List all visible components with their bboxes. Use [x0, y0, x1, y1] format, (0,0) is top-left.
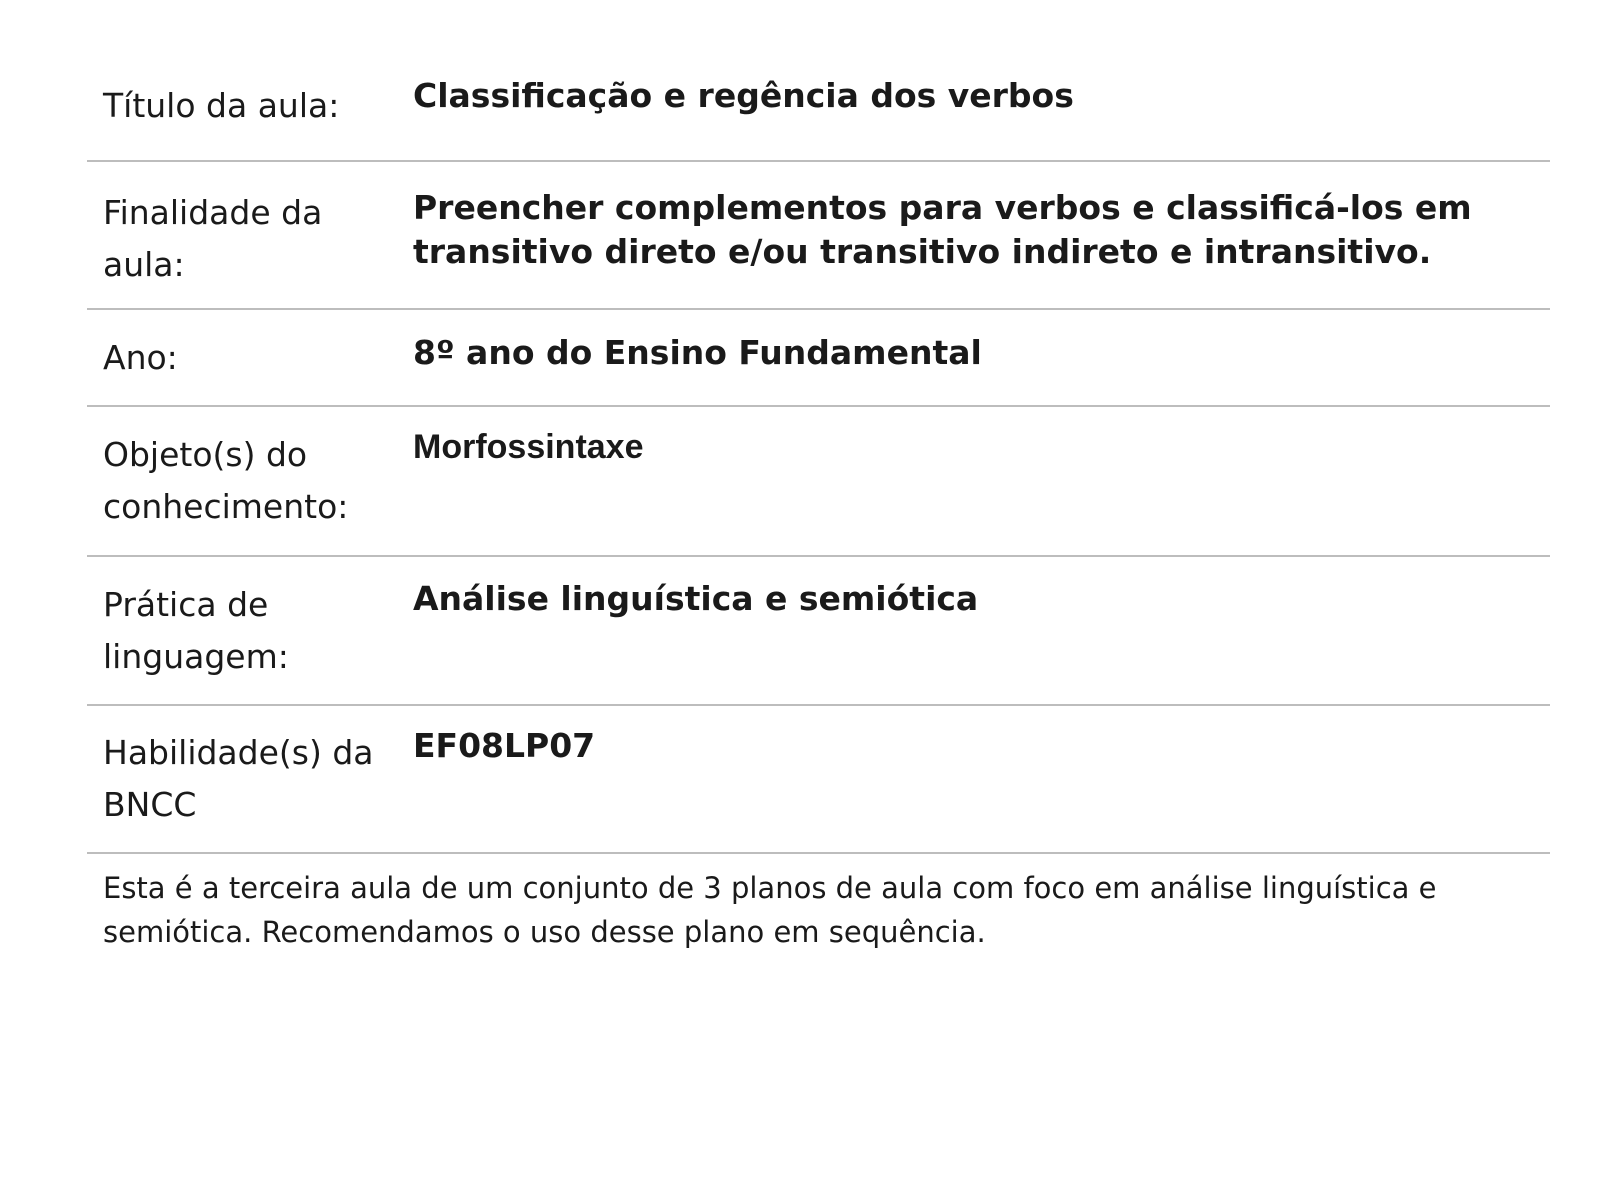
lesson-purpose-value: Preencher complementos para verbos e classificá-los em transitivo direto e/ou transitivo indireto e intransitivo. — [413, 188, 1472, 271]
lesson-title-label: Título da aula: — [103, 86, 340, 125]
row-lesson-title — [87, 52, 1550, 162]
lesson-purpose-label: Finalidade da aula: — [103, 193, 323, 284]
sequence-note: Esta é a terceira aula de um conjunto de 3 planos de aula com foco em análise linguística e semiótica. Recomendamos o uso desse plano em sequência. — [103, 871, 1437, 949]
bncc-skill-label: Habilidade(s) da BNCC — [103, 733, 374, 824]
row-lesson-purpose — [87, 162, 1550, 310]
row-language-practice — [87, 557, 1550, 706]
bncc-skill-value: EF08LP07 — [413, 726, 596, 765]
knowledge-object-value: Morfossintaxe — [413, 428, 644, 466]
lesson-plan-table — [87, 52, 1550, 854]
school-year-value: 8º ano do Ensino Fundamental — [413, 333, 982, 372]
language-practice-value: Análise linguística e semiótica — [413, 579, 979, 618]
knowledge-object-label: Objeto(s) do conhecimento: — [103, 435, 349, 526]
language-practice-label: Prática de linguagem: — [103, 585, 289, 676]
row-bncc-skill — [87, 706, 1550, 854]
school-year-label: Ano: — [103, 338, 178, 377]
row-knowledge-object — [87, 407, 1550, 557]
lesson-title-value: Classificação e regência dos verbos — [413, 76, 1074, 115]
row-school-year — [87, 310, 1550, 407]
